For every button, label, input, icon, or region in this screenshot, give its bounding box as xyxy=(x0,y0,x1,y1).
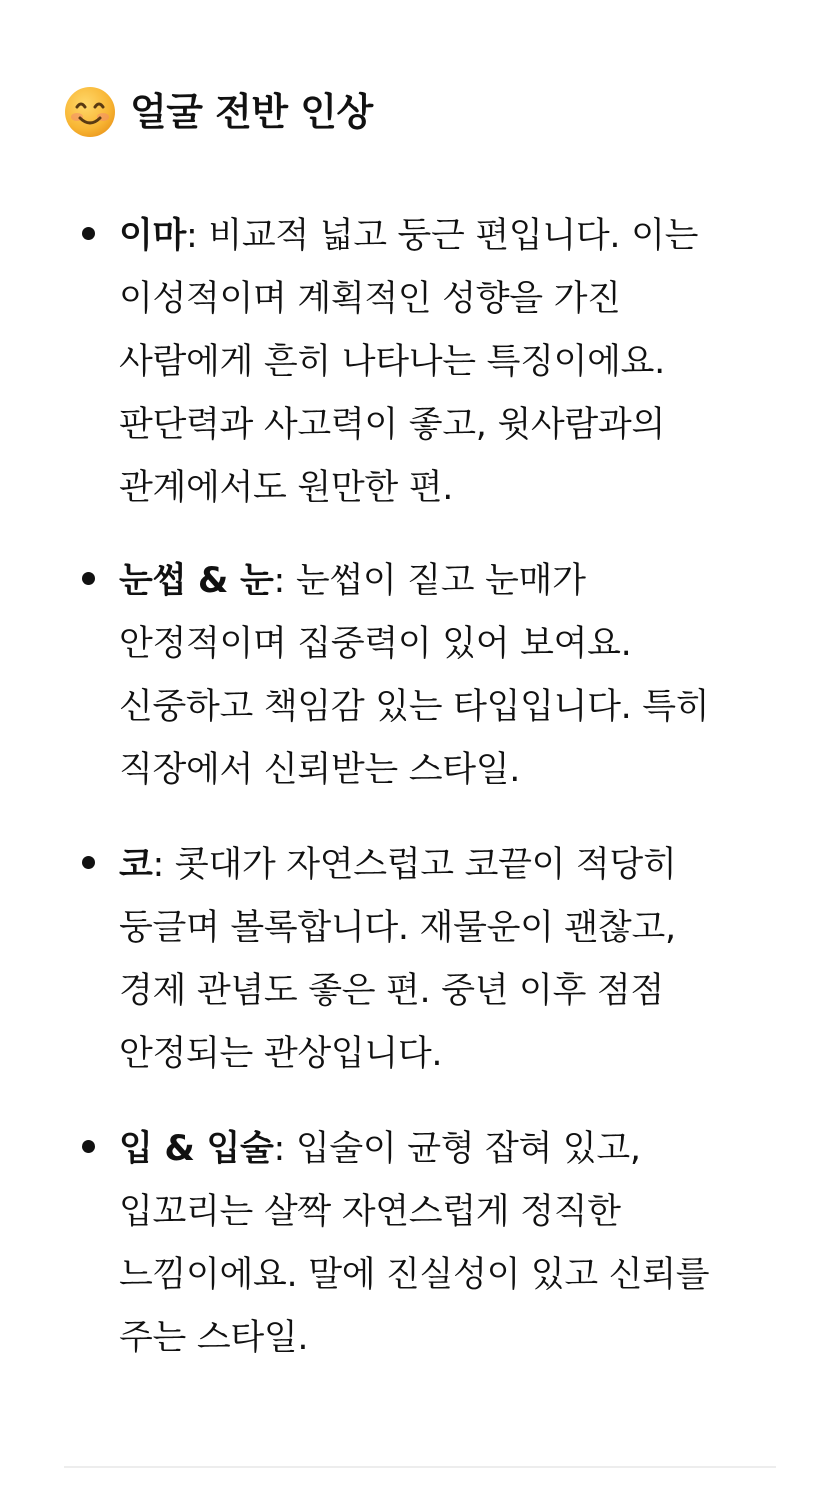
item-description-line: 사람에게 흔히 나타나는 특징이에요. xyxy=(119,342,665,382)
item-term: 코 xyxy=(119,845,153,885)
list-item-text xyxy=(119,550,779,802)
item-description-line: 신중하고 책임감 있는 타입입니다. 특히 xyxy=(119,687,710,727)
item-description-line: 안정적이며 집중력이 있어 보여요. xyxy=(119,624,632,664)
item-term: 입 & 입술 xyxy=(119,1129,274,1169)
item-description-line: : 눈썹이 짙고 눈매가 xyxy=(273,561,586,601)
item-description-line: 관계에서도 원만한 편. xyxy=(119,468,454,508)
section-divider xyxy=(64,1466,776,1468)
list-item-text xyxy=(119,1118,779,1370)
bullet-icon xyxy=(82,1140,95,1153)
bullet-icon xyxy=(82,856,95,869)
item-description-line: 입꼬리는 살짝 자연스럽게 정직한 xyxy=(119,1192,621,1232)
item-description-line: 둥글며 볼록합니다. 재물운이 괜찮고, xyxy=(119,908,676,948)
item-description-line: 주는 스타일. xyxy=(119,1318,309,1358)
item-description-line: : 콧대가 자연스럽고 코끝이 적당히 xyxy=(152,845,677,885)
list-item-text xyxy=(119,205,779,520)
section-heading xyxy=(64,84,373,140)
item-description-line: 느낌이에요. 말에 진실성이 있고 신뢰를 xyxy=(119,1255,710,1295)
bullet-icon xyxy=(82,572,95,585)
item-description-line: 경제 관념도 좋은 편. 중년 이후 점점 xyxy=(119,971,664,1011)
item-description-line: 안정되는 관상입니다. xyxy=(119,1034,443,1074)
list-item-text xyxy=(119,834,779,1086)
section-title: 얼굴 전반 인상 xyxy=(130,90,373,134)
smiling-face-icon xyxy=(64,86,116,138)
item-description-line: 직장에서 신뢰받는 스타일. xyxy=(119,750,521,790)
item-description-line: 이성적이며 계획적인 성향을 가진 xyxy=(119,279,621,319)
item-term: 눈썹 & 눈 xyxy=(119,561,274,601)
item-term: 이마 xyxy=(119,216,187,256)
item-description-line: : 입술이 균형 잡혀 있고, xyxy=(273,1129,641,1169)
bullet-icon xyxy=(82,227,95,240)
item-description-line: : 비교적 넓고 둥근 편입니다. 이는 xyxy=(186,216,699,256)
item-description-line: 판단력과 사고력이 좋고, 윗사람과의 xyxy=(119,405,665,445)
